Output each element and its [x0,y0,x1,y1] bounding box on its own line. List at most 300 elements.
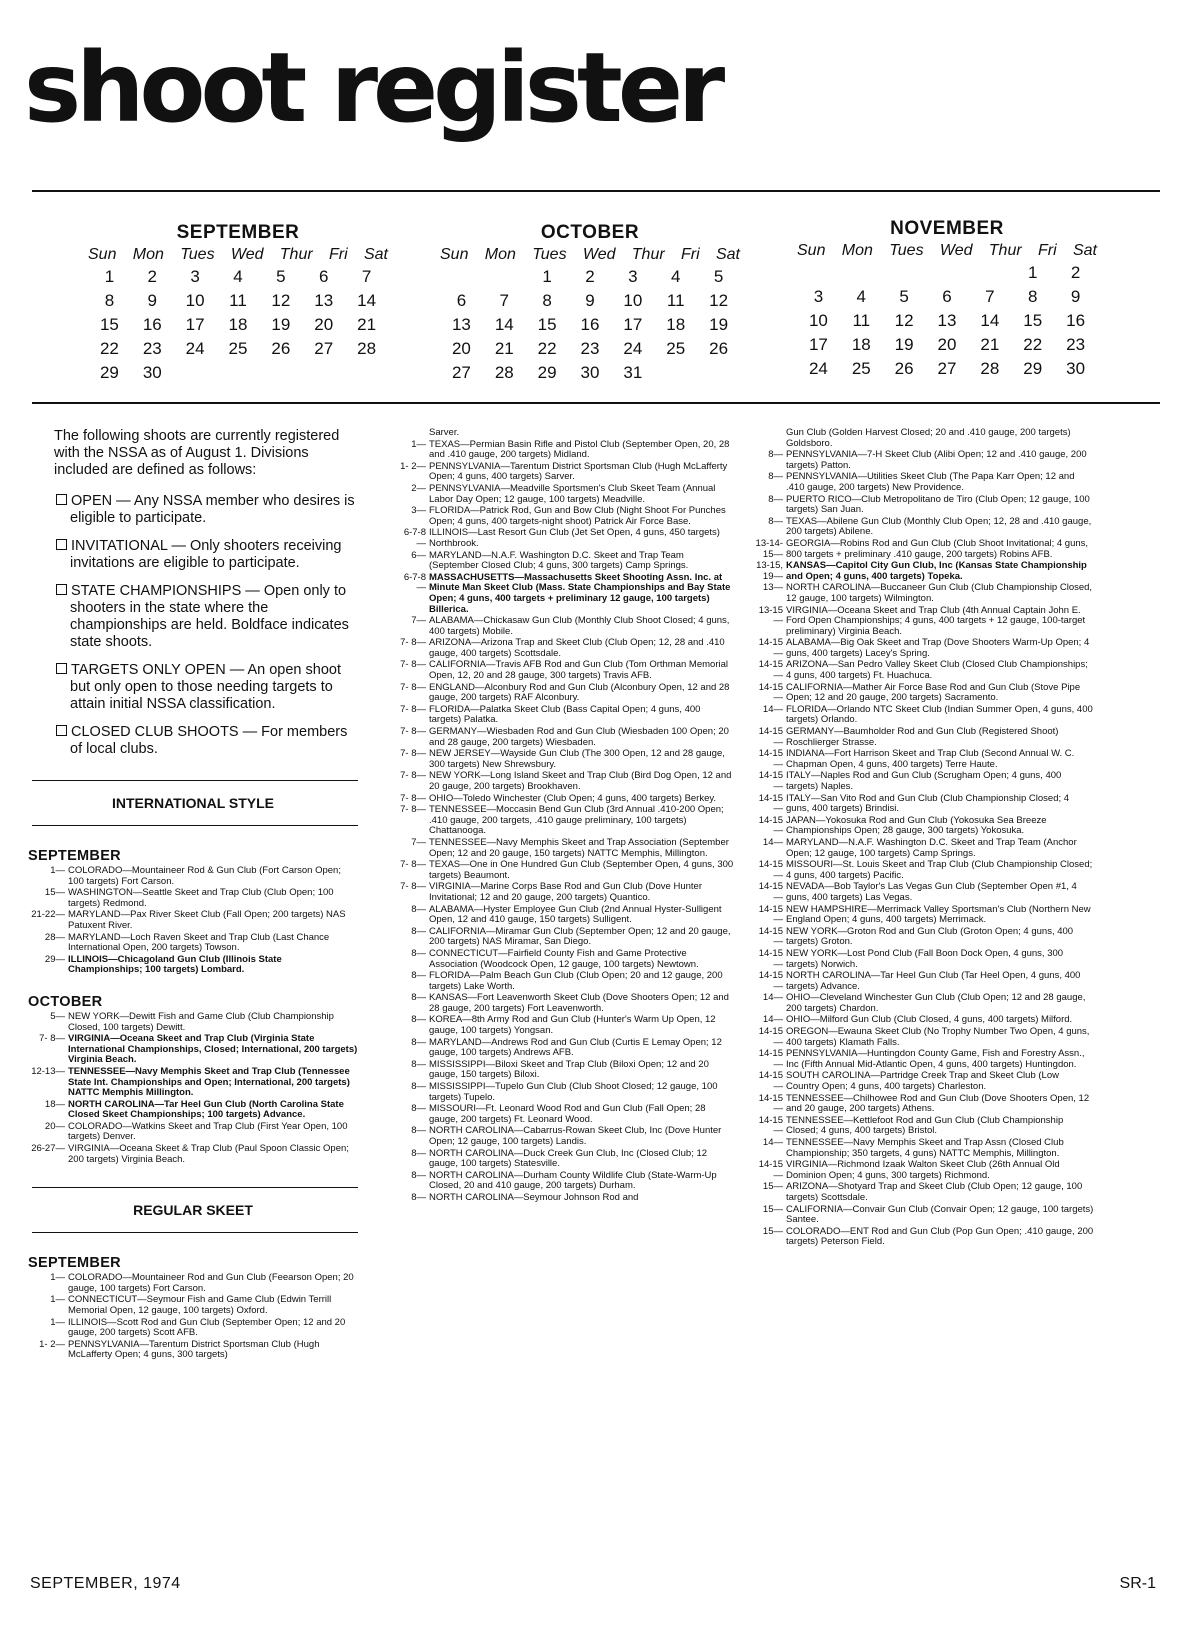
entry-date: 1- 2— [39,1338,65,1350]
calendar-day: 24 [185,339,205,358]
shoot-entry [395,949,735,970]
shoot-entry [395,805,735,837]
entry-text: VIRGINIA—Marine Corps Base Rod and Gun Club (Dove Hunter Invitational; 12 and 20 gauge, 200 targets) Quantico. [429,881,702,903]
calendar-day: 23 [1066,335,1086,354]
calendar-day: 6 [456,291,467,310]
entry-date: 14-15— [758,881,783,903]
shoot-entry [752,450,1094,471]
weekday: Fri [328,246,348,263]
entry-text: FLORIDA—Orlando NTC Skeet Club (Indian Summer Open, 4 guns, 400 targets) Orlando. [786,703,1093,726]
shoot-entry [752,727,1094,748]
shoot-entry [28,1340,358,1361]
footer-date: SEPTEMBER, 1974 [30,1575,181,1592]
shoot-entry [752,660,1094,681]
entry-text: ALABAMA—Chickasaw Gun Club (Monthly Club Shoot Closed; 4 guns, 400 targets) Mobile. [429,615,730,637]
calendar-day: 16 [580,315,600,334]
shoot-entry [395,506,735,527]
calendar-day [926,262,969,284]
entry-date: 1- 2— [400,460,426,472]
calendar-day: 1 [104,267,115,286]
calendar-day: 7 [361,267,372,286]
calendar-day: 11 [229,291,247,310]
shoot-entry [28,955,358,976]
shoot-entry [395,683,735,704]
shoot-entry [752,705,1094,726]
entry-text: TENNESSEE—Kettlefoot Rod and Gun Club (Club Championship Closed; 4 guns, 400 targets) Bristol. [786,1114,1064,1137]
entry-text: CALIFORNIA—Convair Gun Club (Convair Open; 12 gauge, 100 targets) Santee. [786,1203,1094,1226]
divider-calendars [32,402,1160,404]
entry-date: 14-15— [758,814,783,837]
entry-date: 1— [50,1272,65,1284]
entry-text: NEVADA—Bob Taylor's Las Vegas Gun Club (September Open #1, 4 guns, 400 targets) Las Vegas. [786,881,1077,903]
entry-text: SOUTH CAROLINA—Partridge Creek Trap and Skeet Club (Low Country Open; 4 guns, 400 targets) Charleston. [786,1070,1059,1093]
shoot-entry [752,949,1094,970]
calendar-day: 25 [851,359,871,378]
entry-continuation: Sarver. [429,427,460,438]
entry-continuation: Gun Club (Golden Harvest Closed; 20 and .410 gauge, 200 targets) Goldsboro. [786,427,1071,449]
entry-date: 7— [411,615,426,627]
calendar-day: 5 [713,267,724,286]
shoot-entry [752,517,1094,538]
shoot-entry [28,933,358,954]
calendar-month: OCTOBER [540,222,640,243]
calendar-day [345,362,388,384]
calendar-day: 19 [271,315,291,334]
entry-list [752,450,1094,1248]
calendar-day: 16 [142,315,162,334]
shoot-entry [395,551,735,572]
calendar-day: 10 [185,291,205,310]
calendar-september [88,222,388,384]
shoot-entry [752,1027,1094,1048]
calendar-day: 3 [813,287,824,306]
entry-text: GEORGIA—Robins Rod and Gun Club (Club Shoot Invitational; 4 guns, 800 targets + preliminary .410 gauge, 200 targets) Robins AFB. [786,537,1089,560]
calendar-day: 22 [1023,335,1043,354]
calendar-day: 15 [537,315,557,334]
calendar-day: 24 [623,339,643,358]
shoot-entry [395,705,735,726]
calendar-day: 31 [623,363,643,382]
entry-date: 14-15— [758,792,783,815]
calendar-day: 30 [580,363,600,382]
calendar-grid [88,266,388,384]
entry-date: 13-14-15— [755,537,783,560]
weekday: Wed [939,242,973,259]
entry-date: 6-7-8— [403,571,426,594]
section-heading-international: INTERNATIONAL STYLE [111,795,275,811]
shoot-entry [395,882,735,903]
entry-text: ARIZONA—San Pedro Valley Skeet Club (Closed Club Championships; 4 guns, 400 targets) Ft. Huachuca. [786,659,1088,682]
entry-text: FLORIDA—Palatka Skeet Club (Bass Capital Open; 4 guns, 400 targets) Palatka. [429,703,701,726]
entry-date: 14-15— [758,681,783,704]
shoot-entry [395,1171,735,1192]
entry-text: GERMANY—Baumholder Rod and Gun Club (Registered Shoot) Roschlierger Strasse. [786,726,1059,748]
calendar-day: 12 [271,291,291,310]
entry-text: MARYLAND—N.A.F. Washington D.C. Skeet and Trap Team (Anchor Open; 12 gauge, 100 targets) Camp Springs. [786,836,1077,859]
entry-text: VIRGINIA—Oceana Skeet & Trap Club (Paul Spoon Classic Open; 200 targets) Virginia Beach. [68,1143,349,1165]
shoot-entry [395,1015,735,1036]
entry-date: 14— [762,992,783,1004]
calendar-day: 16 [1066,311,1086,330]
entry-text: JAPAN—Yokosuka Rod and Gun Club (Yokosuka Sea Breeze Championships Open; 28 gauge, 300 targets) Yokosuka. [786,814,1047,837]
shoot-entry [395,1060,735,1081]
calendar-day: 3 [190,267,200,286]
calendar-day: 13 [937,311,957,330]
shoot-entry [395,1193,735,1204]
entry-date: 14-15— [758,659,783,682]
calendar-day: 30 [142,363,162,382]
shoot-entry [395,1149,735,1170]
shoot-entry [28,1122,358,1143]
entry-date: 8— [411,1103,426,1115]
calendar-day: 1 [542,267,552,286]
shoot-entry [395,528,735,549]
entry-date: 18— [44,1098,65,1110]
entry-text: TENNESSEE—Navy Memphis Skeet and Trap Association (September Open; 12 and 20 gauge, 150 targets) NATTC Memphis, Millington. [429,836,729,859]
calendar-day: 4 [233,267,243,286]
entry-text: TEXAS—One in One Hundred Gun Club (September Open, 4 guns, 300 targets) Beaumont. [429,859,734,881]
shoot-entry [752,838,1094,859]
entry-date: 7- 8— [400,703,426,715]
shoot-entry [395,484,735,505]
calendar-day: 15 [99,315,119,334]
calendar-day: 7 [499,291,509,310]
entry-text: OHIO—Cleveland Winchester Gun Club (Club Open; 12 and 28 gauge, 200 targets) Chardon. [786,992,1086,1014]
weekday: Mon [132,246,164,263]
shoot-entry [752,1160,1094,1181]
calendar-grid [440,266,740,384]
entry-date: 14— [762,703,783,715]
checkbox-icon [56,725,67,736]
weekday: Fri [1037,242,1057,259]
definition-item: INVITATIONAL — Only shooters receiving invitations are eligible to participate. [56,538,360,572]
definition-item: OPEN — Any NSSA member who desires is eligible to participate. [56,493,360,527]
shoot-entry [395,771,735,792]
shoot-entry [752,816,1094,837]
calendar-day: 30 [1066,359,1086,378]
entry-text: PENNSYLVANIA—Tarentum District Sportsman Club (Hugh McLafferty Open; 4 guns, 300 targets) [68,1338,320,1361]
calendar-day [217,362,260,384]
page-number: SR-1 [1119,1575,1156,1592]
entry-text: MASSACHUSETTS—Massachusetts Skeet Shooting Assn. Inc. at Minute Man Skeet Club (Mass. State Championships and Bay State Open; 4 guns, 400 targets + preliminary 12 gauge, 100 targets) Billerica. [429,571,731,615]
entry-date: 14-15— [758,903,783,926]
checkbox-icon [56,539,67,550]
shoot-entry [752,1049,1094,1070]
entry-text: PENNSYLVANIA—Tarentum District Sportsman Club (Hugh McLafferty Open; 4 guns, 400 targets) Sarver. [429,460,728,483]
entry-text: NORTH CAROLINA—Durham County Wildlife Club (State-Warm-Up Closed, 20 and 410 gauge, 200 targets) Durham. [429,1169,717,1192]
calendar-day: 6 [318,267,329,286]
calendar-day: 15 [1023,311,1043,330]
entry-text: TENNESSEE—Navy Memphis Skeet and Trap Club (Tennessee State Int. Championships and Open; International, 200 targets) NATTC Memphis Millington. [68,1065,350,1099]
calendar-day: 21 [494,339,514,358]
calendar-november [797,218,1097,380]
shoot-entry [395,1038,735,1059]
entry-list [28,1012,358,1165]
calendar-day: 21 [980,335,1000,354]
entry-text: VIRGINIA—Richmond Izaak Walton Skeet Club (26th Annual Old Dominion Open; 4 guns, 300 targets) Richmond. [786,1159,1060,1181]
entry-text: VIRGINIA—Oceana Skeet and Trap Club (Virginia State International Championships, Closed; International, 200 targets) Virginia Beach. [68,1033,358,1066]
entry-date: 8— [411,925,426,937]
calendar-day: 29 [1023,359,1043,378]
calendar-weekdays [88,246,388,264]
shoot-entry [28,910,358,931]
entry-date: 8— [411,1125,426,1137]
calendar-day: 9 [1070,287,1081,306]
calendar-day: 26 [894,359,914,378]
entry-text: COLORADO—ENT Rod and Gun Club (Pop Gun Open; .410 gauge, 200 targets) Peterson Field. [786,1225,1094,1248]
shoot-entry [395,660,735,681]
entry-list [28,866,358,976]
calendar-day: 2 [585,267,595,286]
shoot-entry [395,440,735,461]
shoot-entry [752,1116,1094,1137]
entry-text: NORTH CAROLINA—Cabarrus-Rowan Skeet Club, Inc (Dove Hunter Open; 12 gauge, 100 targets) Landis. [429,1125,722,1147]
entry-text: PUERTO RICO—Club Metropolitano de Tiro (Club Open; 12 gauge, 100 targets) San Juan. [786,493,1090,516]
entry-text: ARIZONA—Shotyard Trap and Skeet Club (Club Open; 12 gauge, 100 targets) Scottsdale. [786,1181,1083,1203]
calendar-day: 25 [228,339,248,358]
entry-text: PENNSYLVANIA—Meadville Sportsmen's Club Skeet Team (Annual Labor Day Open; 12 gauge, 100 targets) Meadville. [429,482,716,505]
calendar-day: 27 [451,363,471,382]
shoot-entry [395,794,735,805]
entry-text: NEW YORK—Lost Pond Club (Fall Boon Dock Open, 4 guns, 300 targets) Norwich. [786,947,1064,970]
entry-date: 12-13— [31,1065,65,1077]
shoot-entry [28,866,358,887]
page-title: shoot register [24,32,721,144]
weekday: Sun [440,246,469,263]
entry-text: NEW HAMPSHIRE—Merrimack Valley Sportsman's Club (Northern New England Open; 4 guns, 400 targets) Merrimack. [786,903,1091,926]
shoot-entry [395,838,735,859]
entry-text: OREGON—Ewauna Skeet Club (No Trophy Number Two Open, 4 guns, 400 targets) Klamath Falls. [786,1026,1090,1048]
entry-date: 7- 8— [400,792,426,804]
shoot-entry [28,1144,358,1165]
shoot-entry [752,638,1094,659]
calendar-day: 4 [670,267,681,286]
shoot-entry [28,1100,358,1121]
weekday: Thur [988,242,1022,259]
entry-text: NEW JERSEY—Wayside Gun Club (The 300 Open, 12 and 28 gauge, 300 targets) New Shrewsbury. [429,748,725,770]
divider-top [32,190,1160,192]
entry-date: 5— [50,1010,65,1022]
calendar-day: 14 [357,291,377,310]
calendar-day: 12 [894,311,914,330]
definitions-list [28,493,358,758]
calendar-day: 2 [1070,263,1081,282]
calendar-day: 19 [894,335,914,354]
shoot-entry [752,1205,1094,1226]
entry-text: FLORIDA—Palm Beach Gun Club (Club Open; 20 and 12 gauge, 200 targets) Lake Worth. [429,970,723,992]
entry-date: 14-15— [758,925,783,948]
calendar-day: 27 [937,359,957,378]
entry-text: MARYLAND—Loch Raven Skeet and Trap Club (Last Chance International Open, 200 targets) Towson. [68,931,330,954]
entry-date: 7- 8— [400,748,426,760]
weekday: Sat [1072,242,1097,259]
shoot-entry [395,727,735,748]
entry-text: NORTH CAROLINA—Seymour Johnson Rod and [429,1191,639,1203]
entry-list [28,1273,358,1361]
entry-date: 13-15, 19— [756,560,783,582]
entry-date: 7— [411,836,426,848]
entry-date: 2— [411,482,426,494]
shoot-entry [752,561,1094,582]
calendar-day: 11 [852,311,871,330]
calendar-day: 6 [942,287,952,306]
entry-text: ENGLAND—Alconbury Rod and Gun Club (Alconbury Open, 12 and 28 gauge, 200 targets) RAF Alconbury. [429,681,730,704]
month-heading: SEPTEMBER [28,848,121,864]
entry-date: 13-15— [758,604,783,627]
shoot-entry [28,1067,358,1099]
entry-date: 26-27— [31,1143,65,1155]
entry-text: WASHINGTON—Seattle Skeet and Trap Club (Club Open; 100 targets) Redmond. [68,887,334,909]
shoot-entry [395,573,735,615]
weekday: Thur [279,246,313,263]
entry-text: INDIANA—Fort Harrison Skeet and Trap Club (Second Annual W. C. Chapman Open, 4 guns, 400 targets) Terre Haute. [786,748,1075,770]
shoot-entry [752,1071,1094,1092]
definition-item: STATE CHAMPIONSHIPS — Open only to shooters in the state where the championships are held. Boldface indicates state shoots. [56,583,360,651]
definition-item: TARGETS ONLY OPEN — An open shoot but only open to those needing targets to attain initial NSSA classification. [56,662,360,713]
column-3 [752,428,1094,1249]
entry-text: NORTH CAROLINA—Tar Heel Gun Club (Tar Heel Open, 4 guns, 400 targets) Advance. [786,970,1081,992]
entry-text: TENNESSEE—Chilhowee Rod and Gun Club (Dove Shooters Open, 12 and 20 gauge, 200 targets) Athens. [786,1092,1090,1115]
calendar-weekdays [440,246,740,264]
calendar-day: 5 [276,267,286,286]
entry-date: 7- 8— [400,726,426,738]
shoot-entry [752,683,1094,704]
shoot-entry [752,1138,1094,1159]
shoot-entry [28,1012,358,1033]
shoot-entry [28,1273,358,1294]
calendar-day: 27 [314,339,334,358]
shoot-entry [752,495,1094,516]
calendar-day: 2 [147,267,157,286]
weekday: Tues [180,246,215,263]
entry-text: COLORADO—Mountaineer Rod and Gun Club (Feearson Open; 20 gauge, 100 targets) Fort Carson. [68,1272,354,1294]
entry-date: 8— [768,515,783,527]
calendar-day: 28 [980,359,1000,378]
calendar-day: 23 [142,339,162,358]
entry-text: GERMANY—Wiesbaden Rod and Gun Club (Wiesbaden 100 Open; 20 and 28 gauge, 200 targets) Wiesbaden. [429,726,729,748]
entry-text: TEXAS—Permian Basin Rifle and Pistol Club (September Open, 20, 28 and .410 gauge, 200 targets) Midland. [429,438,730,461]
calendar-day: 11 [666,291,685,310]
entry-text: CONNECTICUT—Fairfield County Fish and Game Protective Association (Woodcock Open, 12 gauge, 100 targets) Newtown. [429,947,699,970]
shoot-entry [28,1034,358,1066]
entry-date: 8— [411,1081,426,1093]
entry-text: MISSOURI—Ft. Leonard Wood Rod and Gun Club (Fall Open; 28 gauge, 200 targets) Ft. Leonard Wood. [429,1103,706,1125]
weekday: Mon [841,242,873,259]
calendar-day: 28 [357,339,377,358]
entry-date: 8— [411,903,426,915]
entry-date: 7- 8— [400,859,426,871]
entry-text: ALABAMA—Big Oak Skeet and Trap (Dove Shooters Warm-Up Open; 4 guns, 400 targets) Lacey's Spring. [786,637,1090,659]
entry-list [395,440,735,1204]
entry-date: 8— [411,1036,426,1048]
calendar-day: 4 [856,287,866,306]
column-2 [395,428,735,1205]
entry-text: NEW YORK—Groton Rod and Gun Club (Groton Open; 4 guns, 400 targets) Groton. [786,925,1074,948]
entry-text: ILLINOIS—Chicagoland Gun Club (Illinois State Championships; 100 targets) Lombard. [68,953,282,976]
entry-date: 14-15— [758,859,783,881]
entry-text: CONNECTICUT—Seymour Fish and Game Club (Edwin Terrill Memorial Open, 12 gauge, 100 targets) Oxford. [68,1294,332,1317]
shoot-entry [752,993,1094,1014]
entry-date: 3— [411,505,426,517]
entry-text: MISSISSIPPI—Tupelo Gun Club (Club Shoot Closed; 12 gauge, 100 targets) Tupelo. [429,1081,718,1103]
entry-date: 8— [411,1169,426,1181]
entry-text: CALIFORNIA—Miramar Gun Club (September Open; 12 and 20 gauge, 200 targets) NAS Miramar, San Diego. [429,925,731,948]
entry-date: 8— [411,1058,426,1070]
entry-date: 14-15— [758,1092,783,1115]
entry-text: MARYLAND—Pax River Skeet Club (Fall Open; 200 targets) NAS Patuxent River. [68,909,346,931]
shoot-entry [395,1126,735,1147]
calendar-day: 14 [980,311,1000,330]
entry-text: ALABAMA—Hyster Employee Gun Club (2nd Annual Hyster-Sulligent Open, 12 and 410 gauge, 150 targets) Sulligent. [429,903,722,926]
entry-text: VIRGINIA—Oceana Skeet and Trap Club (4th Annual Captain John E. Ford Open Championships; 4 guns, 400 targets + 12 gauge, 100-target preliminary) Virginia Beach. [786,604,1086,637]
shoot-entry [395,971,735,992]
shoot-entry [752,1094,1094,1115]
entry-date: 7- 8— [400,881,426,893]
calendar-day [259,362,302,384]
entry-date: 14-15— [758,726,783,748]
shoot-entry [395,749,735,770]
entry-date: 14— [762,1137,783,1148]
shoot-entry [752,971,1094,992]
entry-date: 14-15— [758,748,783,770]
entry-text: NORTH CAROLINA—Duck Creek Gun Club, Inc (Closed Club; 12 gauge, 100 targets) Statesville. [429,1147,708,1170]
calendar-day: 26 [271,339,291,358]
weekday: Mon [484,246,516,263]
entry-text: KOREA—8th Army Rod and Gun Club (Hunter's Warm Up Open, 12 gauge, 100 targets) Yongsan. [429,1014,716,1037]
shoot-entry [752,539,1094,560]
entry-text: ILLINOIS—Last Resort Gun Club (Jet Set Open, 4 guns, 450 targets) Northbrook. [429,527,720,549]
calendar-day: 22 [537,339,557,358]
entry-date: 8— [411,992,426,1004]
calendar-day: 29 [537,363,557,382]
entry-date: 1— [50,1316,65,1328]
calendar-weekdays [797,242,1097,260]
calendar-day [483,266,526,288]
calendar-day [302,362,345,384]
calendar-month: SEPTEMBER [176,222,300,243]
entry-text: MARYLAND—N.A.F. Washington D.C. Skeet and Trap Team (September Closed Club; 4 guns, 300 targets) Camp Springs. [429,549,689,572]
entry-date: 15— [762,1181,783,1193]
calendar-day: 1 [1027,263,1038,282]
calendar-day: 22 [99,339,119,358]
shoot-entry [395,927,735,948]
calendar-day: 20 [451,339,471,358]
entry-text: OHIO—Milford Gun Club (Club Closed, 4 guns, 400 targets) Milford. [786,1014,1073,1026]
calendar-day: 23 [580,339,600,358]
entry-date: 7- 8— [400,770,426,782]
entry-text: PENNSYLVANIA—Huntingdon County Game, Fish and Forestry Assn., Inc (Fifth Annual Mid-Atlantic Open, 4 guns, 400 targets) Huntingdon. [786,1048,1085,1070]
entry-text: PENNSYLVANIA—7-H Skeet Club (Alibi Open; 12 and .410 gauge, 200 targets) Patton. [786,449,1087,471]
entry-date: 8— [411,1191,426,1203]
calendar-day: 24 [808,359,828,378]
entry-date: 7- 8— [400,804,426,816]
entry-date: 6-7-8— [403,527,426,549]
shoot-entry [395,1104,735,1125]
weekday: Fri [680,246,700,263]
entry-date: 15— [762,1225,783,1237]
entry-date: 14-15— [758,1159,783,1181]
entry-date: 8— [411,1147,426,1159]
calendar-day: 10 [623,291,643,310]
entry-text: MISSOURI—St. Louis Skeet and Trap Club (Club Championship Closed; 4 guns, 400 targets) Pacific. [786,859,1093,881]
calendar-day [797,262,840,284]
section-divider [32,780,358,781]
entry-date: 8— [768,493,783,505]
section-divider [32,1187,358,1188]
calendar-day: 13 [314,291,334,310]
entry-text: MISSISSIPPI—Biloxi Skeet and Trap Club (Biloxi Open; 12 and 20 gauge, 150 targets) Biloxi. [429,1058,709,1081]
calendar-day [697,362,740,384]
